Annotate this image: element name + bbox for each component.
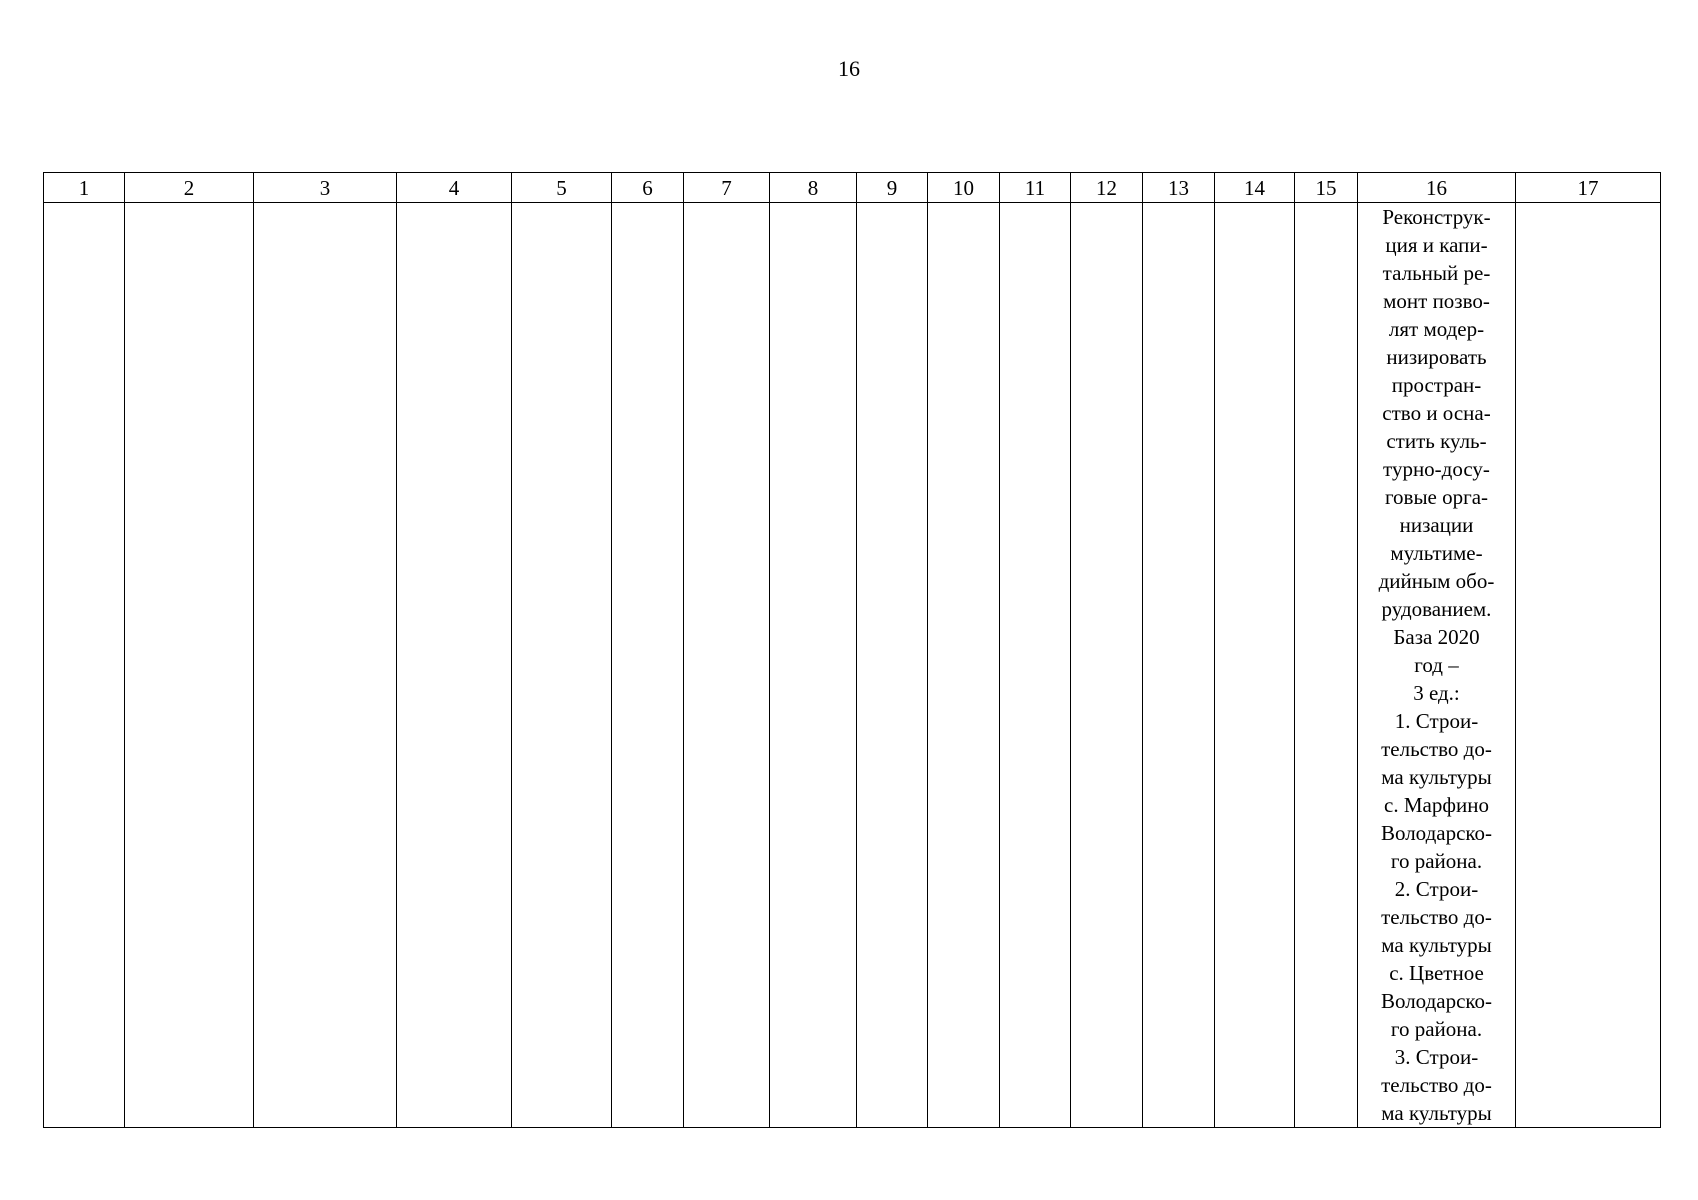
column-header-12: 12 — [1071, 173, 1143, 203]
column-header-8: 8 — [770, 173, 857, 203]
column-header-11: 11 — [1000, 173, 1071, 203]
table-cell-16-text: Реконструк- ция и капи- тальный ре- монт позво- лят модер- низировать простран- ство и осна- стить куль- турно-досу- говые орга- низации мультиме- дийным обо- рудованием. База 2020 год – 3 ед.: 1. Строи- тельство до- ма культуры с. Марфино Володарско- го района. 2. Строи- тельство до- ма культуры с. Цветное Володарско- го района. 3. Строи- тельство до- ма культуры — [1358, 203, 1516, 1128]
column-header-1: 1 — [44, 173, 125, 203]
table-cell-13 — [1143, 203, 1215, 1128]
column-header-9: 9 — [857, 173, 928, 203]
table-cell-6 — [612, 203, 684, 1128]
column-header-7: 7 — [684, 173, 770, 203]
table-cell-1 — [44, 203, 125, 1128]
table-cell-2 — [125, 203, 254, 1128]
table-cell-8 — [770, 203, 857, 1128]
table-row — [44, 203, 1661, 1128]
page-number: 16 — [838, 56, 860, 81]
table-cell-3 — [254, 203, 397, 1128]
table-cell-9 — [857, 203, 928, 1128]
column-header-3: 3 — [254, 173, 397, 203]
column-header-6: 6 — [612, 173, 684, 203]
table-cell-14 — [1215, 203, 1295, 1128]
table-cell-10 — [928, 203, 1000, 1128]
table-cell-4 — [397, 203, 512, 1128]
data-table — [43, 172, 1661, 1128]
table-cell-17 — [1516, 203, 1661, 1128]
column-header-5: 5 — [512, 173, 612, 203]
table-cell-5 — [512, 203, 612, 1128]
column-header-13: 13 — [1143, 173, 1215, 203]
table-cell-15 — [1295, 203, 1358, 1128]
table-cell-12 — [1071, 203, 1143, 1128]
column-header-16: 16 — [1358, 173, 1516, 203]
column-header-10: 10 — [928, 173, 1000, 203]
table-cell-11 — [1000, 203, 1071, 1128]
table-cell-7 — [684, 203, 770, 1128]
column-header-14: 14 — [1215, 173, 1295, 203]
column-header-17: 17 — [1516, 173, 1661, 203]
column-header-2: 2 — [125, 173, 254, 203]
column-header-4: 4 — [397, 173, 512, 203]
column-header-15: 15 — [1295, 173, 1358, 203]
header-row — [44, 173, 1661, 203]
